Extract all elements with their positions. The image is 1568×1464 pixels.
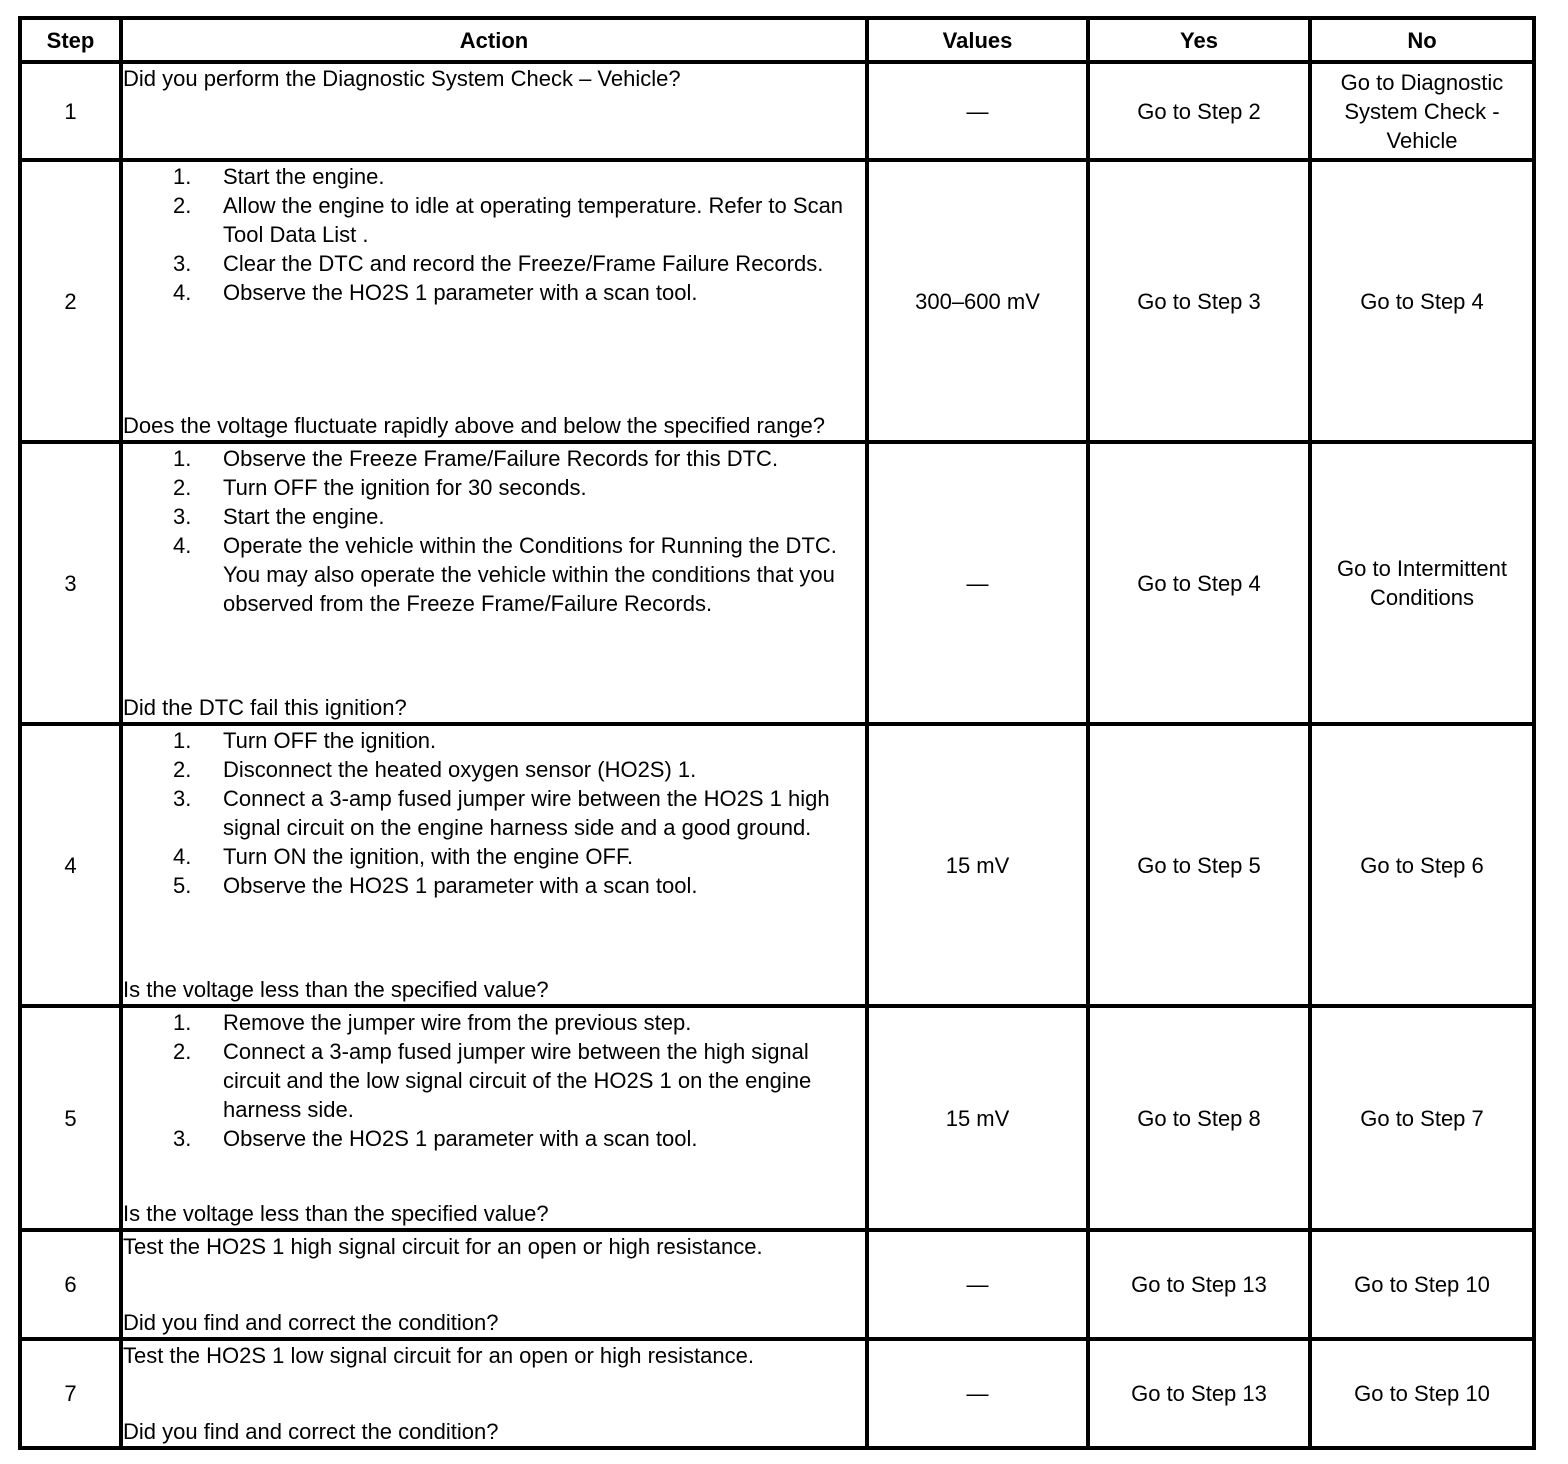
no-cell: Go to Step 4 <box>1310 160 1534 442</box>
step-number: 5 <box>20 1006 121 1230</box>
action-question: Is the voltage less than the specified value? <box>123 977 549 1002</box>
list-item: 3. Clear the DTC and record the Freeze/Frame Failure Records. <box>173 251 824 276</box>
action-cell <box>121 1230 867 1339</box>
list-item: 3. Start the engine. <box>173 504 385 529</box>
action-steps <box>123 444 865 618</box>
value-cell: — <box>867 1339 1088 1448</box>
list-item: 3. Connect a 3-amp fused jumper wire between the HO2S 1 high signal circuit on the engine harness side and a good ground. <box>173 786 830 840</box>
table-row <box>20 62 1534 160</box>
value-cell: 15 mV <box>867 724 1088 1006</box>
value-cell: — <box>867 442 1088 724</box>
action-cell <box>121 724 867 1006</box>
no-cell: Go to Step 6 <box>1310 724 1534 1006</box>
no-cell: Go to Step 10 <box>1310 1339 1534 1448</box>
action-steps <box>123 162 865 307</box>
list-item: 2. Connect a 3-amp fused jumper wire between the high signal circuit and the low signal circuit of the HO2S 1 on the engine harness side. <box>173 1039 812 1122</box>
action-text: Test the HO2S 1 low signal circuit for an open or high resistance. <box>123 1343 754 1368</box>
value-cell: 300–600 mV <box>867 160 1088 442</box>
list-item: 1. Start the engine. <box>173 164 385 189</box>
yes-cell: Go to Step 2 <box>1088 62 1310 160</box>
action-cell <box>121 1339 867 1448</box>
action-steps <box>123 726 865 900</box>
step-number: 3 <box>20 442 121 724</box>
header-no: No <box>1310 18 1534 62</box>
header-row <box>20 18 1534 62</box>
header-values: Values <box>867 18 1088 62</box>
header-action: Action <box>121 18 867 62</box>
no-cell: Go to Diagnostic System Check - Vehicle <box>1310 62 1534 160</box>
step-number: 1 <box>20 62 121 160</box>
yes-cell: Go to Step 8 <box>1088 1006 1310 1230</box>
list-item: 3. Observe the HO2S 1 parameter with a scan tool. <box>173 1126 698 1151</box>
table-row <box>20 1339 1534 1448</box>
diagnostic-table <box>18 16 1536 1450</box>
action-steps <box>123 1008 865 1153</box>
list-item: 1. Observe the Freeze Frame/Failure Records for this DTC. <box>173 446 779 471</box>
header-yes: Yes <box>1088 18 1310 62</box>
step-number: 4 <box>20 724 121 1006</box>
list-item: 2. Allow the engine to idle at operating temperature. Refer to Scan Tool Data List . <box>173 193 844 247</box>
no-cell: Go to Step 10 <box>1310 1230 1534 1339</box>
list-item: 4. Operate the vehicle within the Conditions for Running the DTC. You may also operate the vehicle within the conditions that you observed from the Freeze Frame/Failure Records. <box>173 533 837 616</box>
list-item: 1. Turn OFF the ignition. <box>173 728 437 753</box>
table-row <box>20 160 1534 442</box>
action-question: Did you find and correct the condition? <box>123 1419 499 1444</box>
yes-cell: Go to Step 3 <box>1088 160 1310 442</box>
yes-cell: Go to Step 5 <box>1088 724 1310 1006</box>
list-item: 4. Observe the HO2S 1 parameter with a scan tool. <box>173 280 698 305</box>
list-item: 2. Turn OFF the ignition for 30 seconds. <box>173 475 587 500</box>
yes-cell: Go to Step 13 <box>1088 1339 1310 1448</box>
table-row <box>20 1230 1534 1339</box>
action-text: Did you perform the Diagnostic System Check – Vehicle? <box>123 66 681 91</box>
value-cell: 15 mV <box>867 1006 1088 1230</box>
step-number: 6 <box>20 1230 121 1339</box>
value-cell: — <box>867 62 1088 160</box>
list-item: 5. Observe the HO2S 1 parameter with a scan tool. <box>173 873 698 898</box>
yes-cell: Go to Step 13 <box>1088 1230 1310 1339</box>
action-question: Does the voltage fluctuate rapidly above and below the specified range? <box>123 413 826 438</box>
list-item: 4. Turn ON the ignition, with the engine OFF. <box>173 844 634 869</box>
header-step: Step <box>20 18 121 62</box>
action-cell <box>121 1006 867 1230</box>
value-cell: — <box>867 1230 1088 1339</box>
step-number: 2 <box>20 160 121 442</box>
action-question: Did you find and correct the condition? <box>123 1310 499 1335</box>
yes-cell: Go to Step 4 <box>1088 442 1310 724</box>
table-row <box>20 724 1534 1006</box>
list-item: 2. Disconnect the heated oxygen sensor (HO2S) 1. <box>173 757 697 782</box>
action-text: Test the HO2S 1 high signal circuit for an open or high resistance. <box>123 1234 763 1259</box>
step-number: 7 <box>20 1339 121 1448</box>
no-cell: Go to Intermittent Conditions <box>1310 442 1534 724</box>
no-cell: Go to Step 7 <box>1310 1006 1534 1230</box>
action-cell <box>121 160 867 442</box>
action-cell <box>121 62 867 160</box>
list-item: 1. Remove the jumper wire from the previous step. <box>173 1010 692 1035</box>
table-row <box>20 442 1534 724</box>
action-question: Did the DTC fail this ignition? <box>123 695 407 720</box>
table-row <box>20 1006 1534 1230</box>
action-question: Is the voltage less than the specified value? <box>123 1201 549 1226</box>
action-cell <box>121 442 867 724</box>
